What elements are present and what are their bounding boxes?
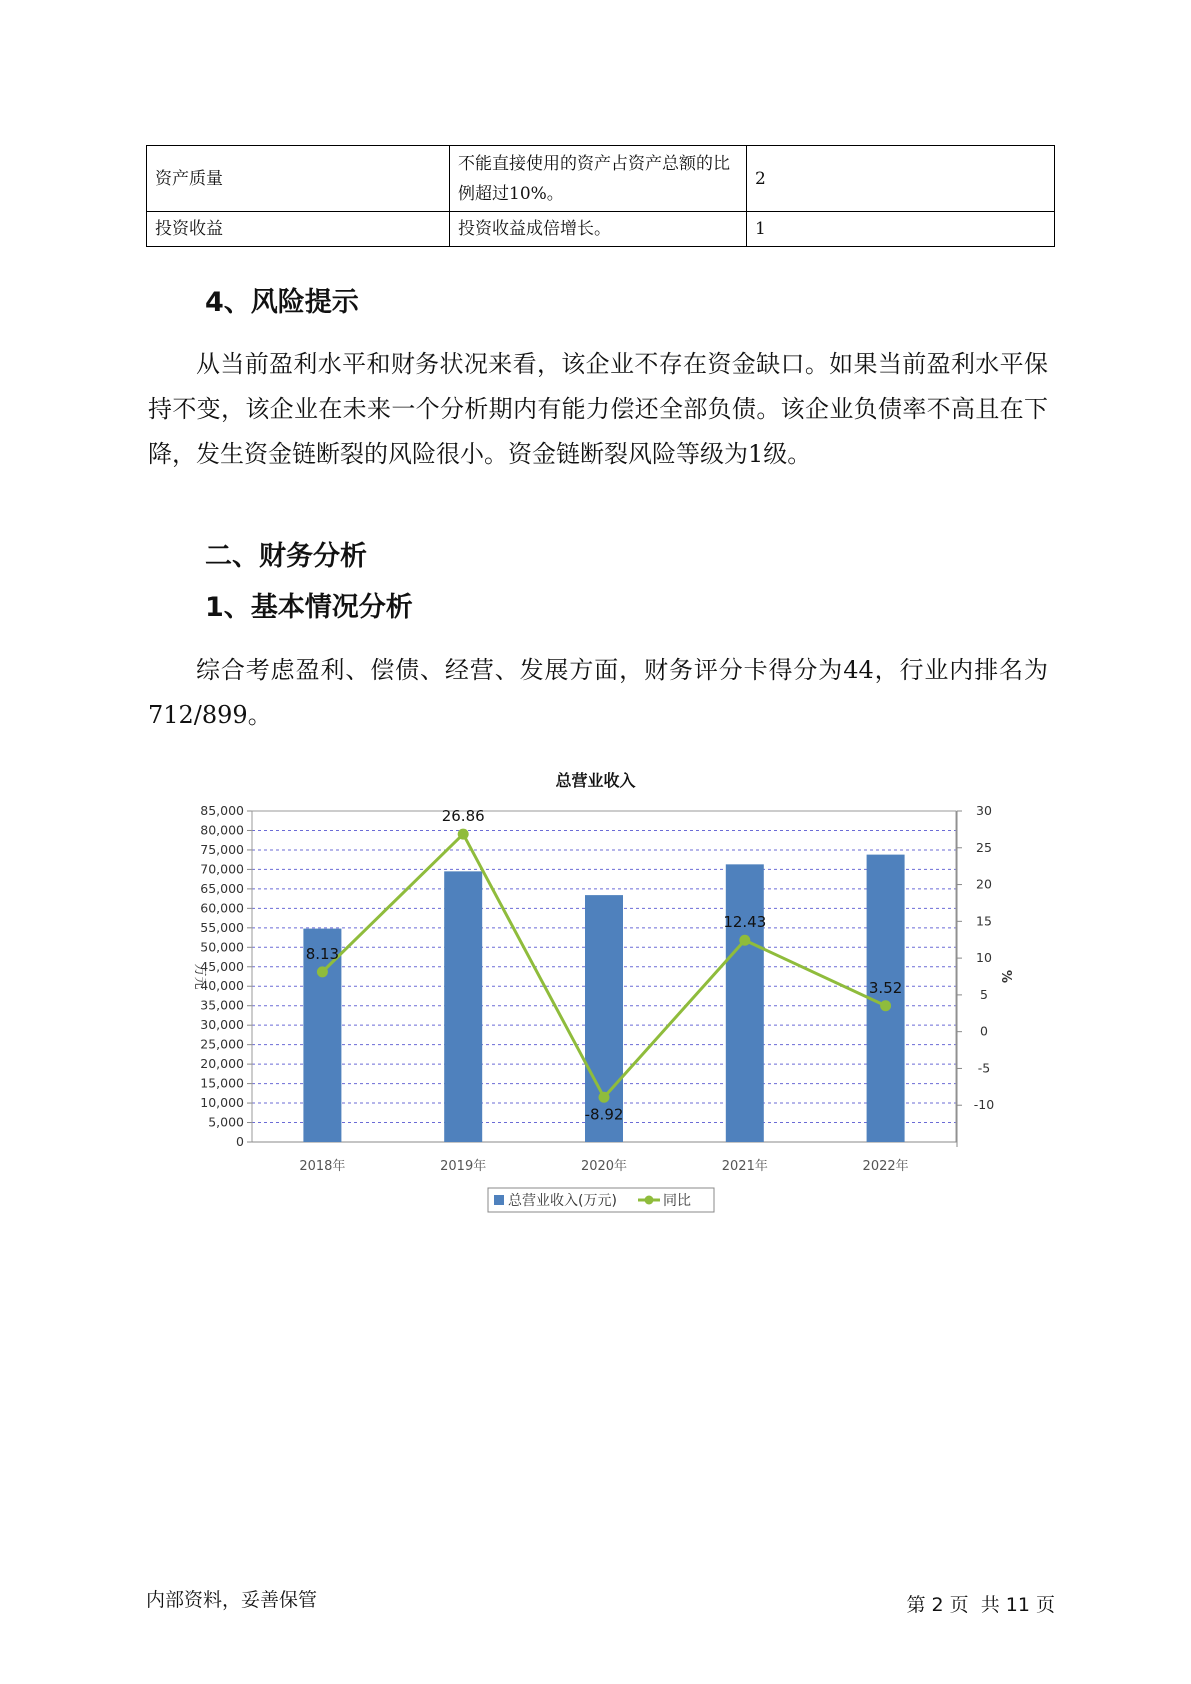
y-tick-label: 75,000 xyxy=(200,841,244,857)
basic-paragraph: 综合考虑盈利、偿债、经营、发展方面，财务评分卡得分为44，行业内排名为712/899。 xyxy=(148,656,1048,729)
point-yoy xyxy=(880,1000,891,1011)
section-heading-financial: 二、财务分析 xyxy=(205,541,367,572)
y2-tick-label: -10 xyxy=(973,1097,995,1113)
x-tick-label: 2020年 xyxy=(580,1159,628,1174)
y-tick-label: 80,000 xyxy=(200,822,244,838)
legend-label-yoy: 同比 xyxy=(663,1193,691,1209)
y-tick-label: 85,000 xyxy=(200,803,244,818)
y-tick-label: 65,000 xyxy=(200,880,244,896)
y2-tick-label: 20 xyxy=(976,876,992,892)
chart-title: 总营业收入 xyxy=(555,771,636,790)
risk-paragraph: 从当前盈利水平和财务状况来看，该企业不存在资金缺口。如果当前盈利水平保持不变，该企业在未来一个分析期内有能力偿还全部负债。该企业负债率不高且在下降，发生资金链断裂的风险很小。资金链断裂风险等级为1级。 xyxy=(148,350,1048,468)
data-label-yoy: 3.52 xyxy=(868,978,903,997)
y-tick-label: 0 xyxy=(236,1134,244,1149)
y-tick-label: 30,000 xyxy=(200,1017,244,1033)
table-cell-desc: 投资收益成倍增长。 xyxy=(450,212,747,247)
y2-tick-label: 15 xyxy=(976,913,992,929)
y2-tick-label: 5 xyxy=(980,986,988,1002)
y-tick-label: 25,000 xyxy=(200,1036,244,1052)
data-label-yoy: 26.86 xyxy=(441,807,485,826)
section-heading-risk: 4、风险提示 xyxy=(205,287,359,318)
table-cell-item: 资产质量 xyxy=(147,146,450,212)
data-label-yoy: 8.13 xyxy=(305,944,340,963)
x-tick-label: 2019年 xyxy=(440,1159,487,1174)
table-cell-desc: 不能直接使用的资产占资产总额的比例超过10%。 xyxy=(450,146,747,212)
y-tick-label: 35,000 xyxy=(200,997,244,1013)
bar-revenue xyxy=(726,864,764,1142)
y2-tick-label: -5 xyxy=(977,1060,991,1076)
y-tick-label: 50,000 xyxy=(200,939,244,955)
data-label-yoy: -8.92 xyxy=(584,1105,624,1124)
x-tick-label: 2018年 xyxy=(299,1159,346,1174)
section-heading-basic: 1、基本情况分析 xyxy=(205,592,413,623)
y-tick-label: 60,000 xyxy=(200,900,244,916)
y-tick-label: 55,000 xyxy=(200,919,244,935)
y-tick-label: 5,000 xyxy=(208,1114,244,1130)
y-tick-label: 70,000 xyxy=(200,861,244,877)
y-tick-label: 40,000 xyxy=(200,978,244,994)
y-tick-label: 15,000 xyxy=(200,1075,244,1091)
point-yoy xyxy=(317,966,328,977)
point-yoy xyxy=(739,935,750,946)
legend-marker-yoy xyxy=(645,1196,654,1205)
bar-revenue xyxy=(444,871,482,1142)
y2-tick-label: 10 xyxy=(976,950,992,966)
point-yoy xyxy=(599,1092,610,1103)
footer-confidential: 内部资料，妥善保管 xyxy=(146,1589,318,1611)
table-cell-score: 2 xyxy=(747,146,1055,212)
x-tick-label: 2021年 xyxy=(721,1159,768,1174)
point-yoy xyxy=(458,829,469,840)
y-tick-label: 10,000 xyxy=(200,1095,244,1111)
data-label-yoy: 12.43 xyxy=(723,913,767,932)
y2-tick-label: 25 xyxy=(976,839,992,855)
table-cell-item: 投资收益 xyxy=(147,212,450,247)
y2-axis-label: % xyxy=(998,969,1013,984)
x-tick-label: 2022年 xyxy=(862,1159,909,1174)
y-axis-label: 万元 xyxy=(192,963,207,990)
y-tick-label: 20,000 xyxy=(200,1056,244,1072)
table-cell-score: 1 xyxy=(747,212,1055,247)
y2-tick-label: 0 xyxy=(980,1023,988,1039)
y-tick-label: 45,000 xyxy=(200,958,244,974)
legend-swatch-revenue xyxy=(494,1195,504,1205)
footer-page-number: 第 2 页 共 11 页 xyxy=(906,1594,1055,1616)
legend-label-revenue: 总营业收入(万元) xyxy=(508,1193,617,1209)
y2-tick-label: 30 xyxy=(976,803,992,818)
